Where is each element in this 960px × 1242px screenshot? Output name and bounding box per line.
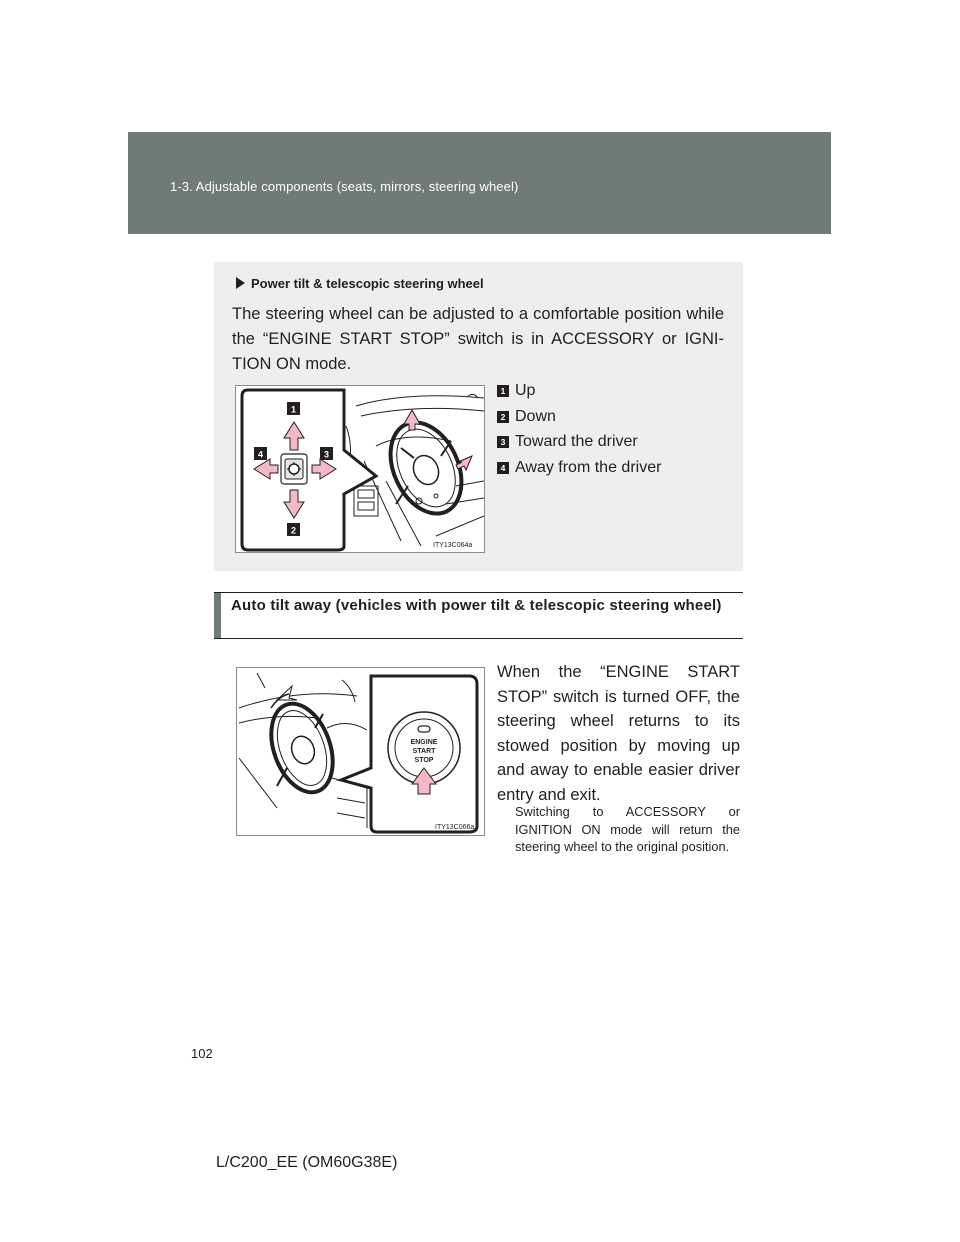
auto-tilt-heading-bar (214, 592, 743, 639)
header-band (128, 132, 831, 234)
steering-switch-figure (235, 385, 485, 553)
figure-code: ITY13C064a (433, 542, 473, 549)
svg-text:ENGINE: ENGINE (410, 739, 438, 746)
legend-item: 2 Down (497, 408, 661, 434)
svg-text:4: 4 (257, 449, 264, 460)
document-code: L/C200_EE (OM60G38E) (216, 1154, 398, 1171)
page-number: 102 (191, 1046, 213, 1061)
callout-3 (320, 447, 333, 460)
power-tilt-heading: Power tilt & telescopic steering wheel (236, 276, 484, 291)
figure-code: ITY13C066a (435, 824, 475, 831)
legend-item: 3 Toward the driver (497, 433, 661, 459)
engine-switch-figure (236, 667, 485, 836)
svg-text:3: 3 (323, 449, 330, 460)
svg-text:STOP: STOP (414, 757, 434, 764)
section-breadcrumb: 1-3. Adjustable components (seats, mirrors, steering wheel) (170, 179, 519, 194)
legend-item: 4 Away from the driver (497, 459, 661, 485)
callout-4 (254, 447, 267, 460)
auto-tilt-note: Switching to ACCESSORY or IGNITION ON mode will return the steering wheel to the original position. (515, 804, 740, 854)
auto-tilt-illustration (237, 668, 485, 836)
auto-tilt-heading: Auto tilt away (vehicles with power tilt & telescopic steering wheel) (231, 597, 722, 614)
svg-text:START: START (412, 748, 436, 755)
svg-text:2: 2 (290, 525, 297, 536)
section-accent-bar (214, 593, 221, 638)
auto-tilt-body: When the “ENGINE START STOP” switch is turned OFF, the steering wheel returns to its stowed position by moving up and away to enable easier driver entry and exit. (497, 663, 740, 804)
svg-text:1: 1 (290, 404, 297, 415)
callout-2 (287, 523, 300, 536)
power-tilt-panel (214, 262, 743, 571)
power-tilt-intro: The steering wheel can be adjusted to a comfortable position while the “ENGINE START STOP” switch is in ACCESSORY or IGNI-TION ON mode. (232, 305, 724, 373)
triangle-bullet-icon (236, 277, 245, 289)
callout-1 (287, 402, 300, 415)
direction-legend (497, 382, 661, 484)
legend-item: 1 Up (497, 382, 661, 408)
steering-adjust-illustration (236, 386, 485, 553)
